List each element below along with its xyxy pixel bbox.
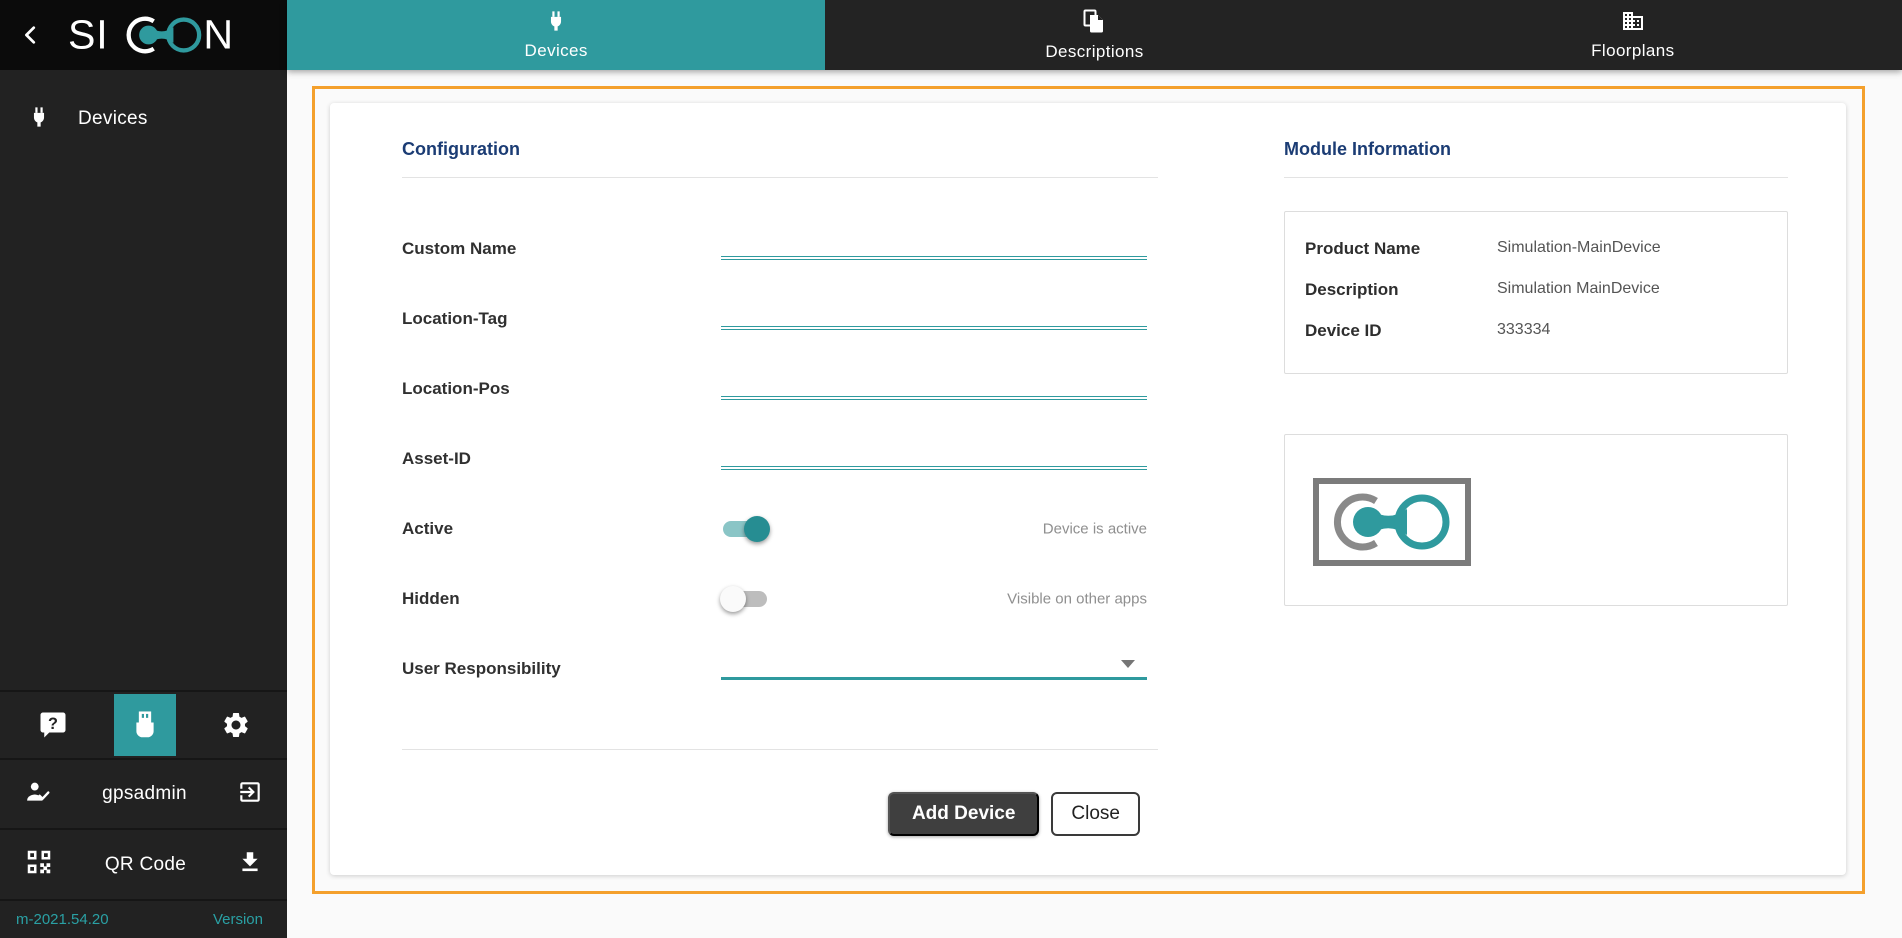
qr-code-row (0, 830, 287, 901)
qr-code-label: QR Code (104, 853, 187, 875)
active-helper-text: Device is active (1042, 520, 1147, 538)
top-tabbar (287, 0, 1902, 70)
tab-label: Devices (524, 41, 588, 60)
input-underline (721, 256, 1147, 260)
asset-id-row (402, 424, 1158, 494)
divider (402, 749, 1158, 750)
username-label: gpsadmin (102, 783, 187, 804)
sidebar-item-devices[interactable] (0, 90, 287, 148)
sidebar-footer (0, 690, 287, 938)
tab-floorplans[interactable] (1364, 0, 1902, 70)
user-responsibility-select[interactable] (721, 677, 1147, 680)
info-value: Simulation-MainDevice (1497, 239, 1661, 256)
asset-id-input[interactable] (721, 439, 1147, 465)
configuration-form (402, 214, 1158, 704)
version-row (0, 901, 287, 938)
download-icon[interactable] (237, 849, 263, 880)
info-row-device-id (1305, 321, 1767, 341)
custom-name-input[interactable] (721, 229, 1147, 255)
documents-icon (1082, 8, 1106, 39)
sidebar-quick-icons (0, 692, 287, 760)
info-label: Description (1305, 280, 1399, 299)
tab-label: Floorplans (1591, 41, 1675, 60)
input-underline (721, 466, 1147, 470)
plug-icon (28, 105, 50, 134)
field-label: Location-Tag (402, 309, 508, 328)
field-label: Active (402, 519, 454, 538)
logo-prefix-text: SI (67, 11, 109, 58)
version-value: m-2021.54.20 (16, 911, 109, 928)
co-product-logo (1313, 478, 1471, 566)
info-row-product-name (1305, 239, 1767, 259)
info-label: Product Name (1305, 239, 1421, 258)
user-responsibility-row (402, 634, 1158, 704)
input-underline (721, 396, 1147, 400)
module-info-heading: Module Information (1284, 139, 1451, 159)
divider (402, 177, 1158, 178)
field-label: Asset-ID (402, 449, 471, 468)
person-check-icon[interactable] (24, 779, 52, 810)
custom-name-row (402, 214, 1158, 284)
sicon-logo (48, 9, 273, 61)
active-row (402, 494, 1158, 564)
field-label: Custom Name (402, 239, 517, 258)
user-row (0, 760, 287, 830)
info-label: Device ID (1305, 321, 1382, 340)
field-label: Location-Pos (402, 379, 510, 398)
hidden-row (402, 564, 1158, 634)
module-info-section (1284, 103, 1788, 606)
toggle-thumb (720, 586, 746, 612)
usb-device-button[interactable] (114, 694, 176, 756)
sidebar-header (0, 0, 287, 70)
settings-gear-button[interactable] (205, 694, 267, 756)
svg-text:?: ? (48, 714, 58, 733)
form-actions (402, 792, 1158, 836)
version-label: Version (212, 911, 263, 928)
location-pos-row (402, 354, 1158, 424)
field-label: Hidden (402, 589, 460, 608)
product-image-box (1284, 434, 1788, 606)
active-toggle[interactable] (723, 521, 767, 537)
location-tag-row (402, 284, 1158, 354)
toggle-thumb (744, 516, 770, 542)
sidebar-item-label: Devices (78, 108, 148, 129)
hidden-toggle[interactable] (723, 591, 767, 607)
add-device-button[interactable]: Add Device (888, 792, 1039, 836)
exit-icon[interactable] (237, 779, 263, 810)
divider (1284, 177, 1788, 178)
tab-descriptions[interactable] (825, 0, 1363, 70)
tab-label: Descriptions (1045, 42, 1144, 61)
building-icon (1621, 9, 1645, 38)
plug-icon (545, 9, 567, 38)
main-content (287, 70, 1902, 938)
location-pos-input[interactable] (721, 369, 1147, 395)
info-value: Simulation MainDevice (1497, 280, 1660, 297)
configuration-heading: Configuration (402, 139, 520, 159)
close-button[interactable]: Close (1051, 792, 1140, 836)
logo-suffix-text: N (202, 11, 233, 58)
device-card (330, 103, 1846, 875)
chevron-down-icon[interactable] (1121, 660, 1135, 668)
help-button[interactable] (22, 694, 84, 756)
info-row-description (1305, 280, 1767, 300)
input-underline (721, 326, 1147, 330)
hidden-helper-text: Visible on other apps (1007, 590, 1147, 608)
info-value: 333334 (1497, 321, 1551, 338)
tab-devices[interactable] (287, 0, 825, 70)
module-info-box (1284, 211, 1788, 374)
field-label: User Responsibility (402, 659, 561, 678)
back-chevron-icon[interactable] (14, 18, 48, 52)
location-tag-input[interactable] (721, 299, 1147, 325)
qr-code-icon[interactable] (24, 847, 54, 882)
configuration-section (402, 103, 1158, 836)
sidebar (0, 0, 287, 938)
